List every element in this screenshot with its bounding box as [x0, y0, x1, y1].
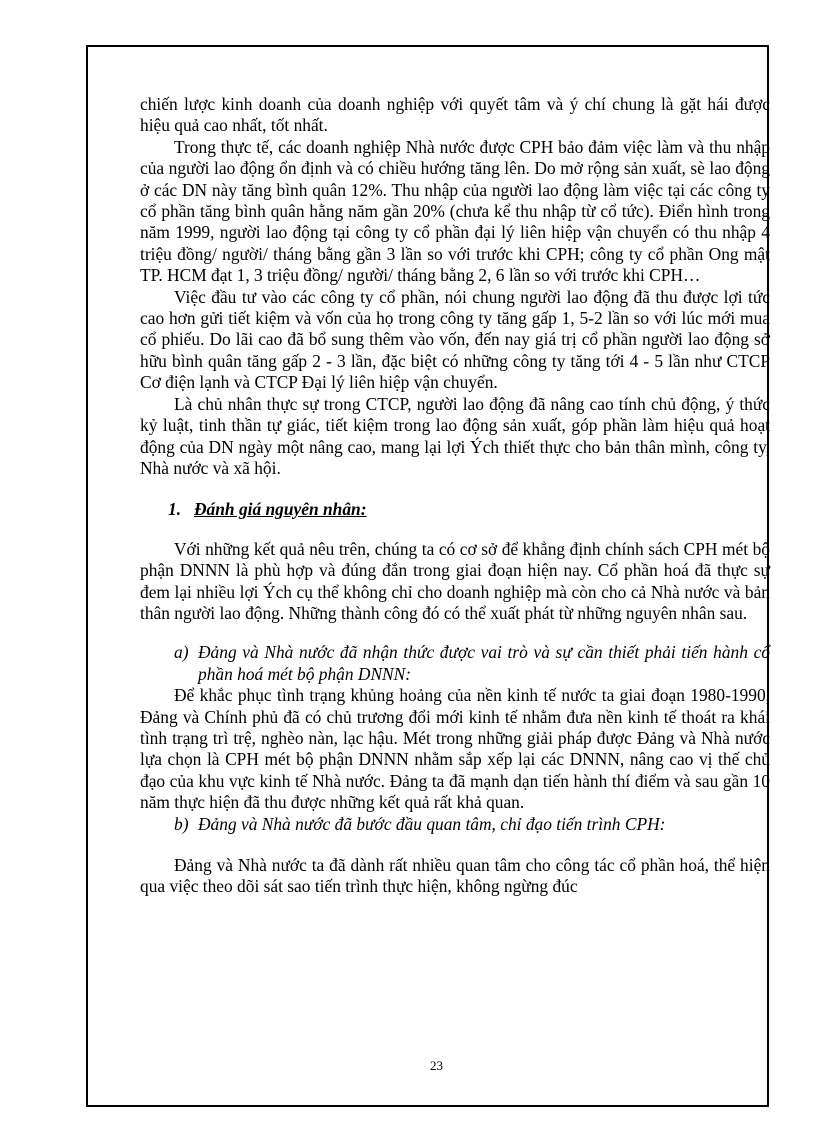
paragraph-income: Trong thực tế, các doanh nghiệp Nhà nước được CPH bảo đảm việc làm và thu nhập của người lao động ổn định và có chiều hướng tăng lên. Do mở rộng sản xuất, sè lao động ở các DN này tăng bình quân 12%. Thu nhập của người lao động làm việc tại các công ty cổ phần tăng bình quân hằng năm gần 20% (chưa kể thu nhập từ cổ tức). Điển hình trong năm 1999, người lao động tại công ty cổ phần đại lý liên hiệp vận chuyển có thu nhập 4 triệu đồng/ người/ tháng bằng gần 3 lần so với trước khi CPH; công ty cổ phần Ong mật TP. HCM đạt 1, 3 triệu đồng/ người/ tháng bằng 2, 6 lần so với trước khi CPH… [140, 136, 770, 286]
page-number: 23 [430, 1058, 443, 1073]
paragraph-continuation: chiến lược kinh doanh của doanh nghiệp với quyết tâm và ý chí chung là gặt hái được hiệu quả cao nhất, tốt nhất. [140, 94, 770, 136]
section-title: Đánh giá nguyên nhân: [194, 499, 367, 520]
paragraph-ownership: Là chủ nhân thực sự trong CTCP, người lao động đã nâng cao tính chủ động, ý thức kỷ luật, tinh thần tự giác, tiết kiệm trong lao động sản xuất, góp phần làm hiệu quả hoạt động của DN ngày một nâng cao, mang lại lợi Ých thiết thực cho bản thân mình, công ty, Nhà nước và xã hội. [140, 393, 770, 478]
spacer [140, 835, 770, 855]
subheading-b [174, 814, 770, 835]
paragraph-b: Đảng và Nhà nước ta đã dành rất nhiều quan tâm cho công tác cổ phần hoá, thể hiện qua việc theo dõi sát sao tiến trình thực hiện, không ngừng đúc [140, 855, 770, 897]
document-body [140, 94, 770, 898]
subheading-a-text: Đảng và Nhà nước đã nhận thức được vai trò và sự cần thiết phải tiến hành cổ phần hoá mét bộ phận DNNN: [198, 642, 770, 684]
subheading-a-label: a) [174, 642, 189, 663]
subheading-b-text: Đảng và Nhà nước đã bước đầu quan tâm, chỉ đạo tiến trình CPH: [198, 813, 666, 834]
section-number: 1. [168, 499, 182, 520]
paragraph-causes: Với những kết quả nêu trên, chúng ta có cơ sở để khẳng định chính sách CPH mét bộ phận DNNN là phù hợp và đúng đắn trong giai đoạn hiện nay. Cổ phần hoá đã thực sự đem lại nhiều lợi Ých cụ thể không chỉ cho doanh nghiệp mà còn cho cả Nhà nước và bản thân người lao động. Những thành công đó có thể xuất phát từ những nguyên nhân sau. [140, 538, 770, 623]
paragraph-investment: Việc đầu tư vào các công ty cổ phần, nói chung người lao động đã thu được lợi tức cao hơn gửi tiết kiệm và vốn của họ trong công ty tăng gấp 1, 5-2 lần so với lúc mới mua cổ phiếu. Do lãi cao đã bổ sung thêm vào vốn, đến nay giá trị cổ phần người lao động sở hữu bình quân tăng gấp 2 - 3 lần, đặc biệt có những công ty tăng tới 4 - 5 lần như CTCP Cơ điện lạnh và CTCP Đại lý liên hiệp vận chuyển. [140, 286, 770, 393]
subheading-b-label: b) [174, 813, 189, 834]
paragraph-a: Để khắc phục tình trạng khủng hoảng của nền kinh tế nước ta giai đoạn 1980-1990, Đảng và Chính phủ đã có chủ trương đổi mới kinh tế nhằm đưa nền kinh tế thoát ra khái tình trạng trì trệ, nghèo nàn, lạc hậu. Mét trong những giải pháp được Đảng và Nhà nước lựa chọn là CPH mét bộ phận DNNN nhằm sắp xếp lại các DNNN, nâng cao vị thế chủ đạo của khu vực kinh tế Nhà nước. Đảng ta đã mạnh dạn tiến hành thí điểm và sau gần 10 năm thực hiện đã thu được những kết quả rất khả quan. [140, 685, 770, 813]
subheading-a [174, 642, 770, 685]
section-heading [168, 499, 770, 520]
